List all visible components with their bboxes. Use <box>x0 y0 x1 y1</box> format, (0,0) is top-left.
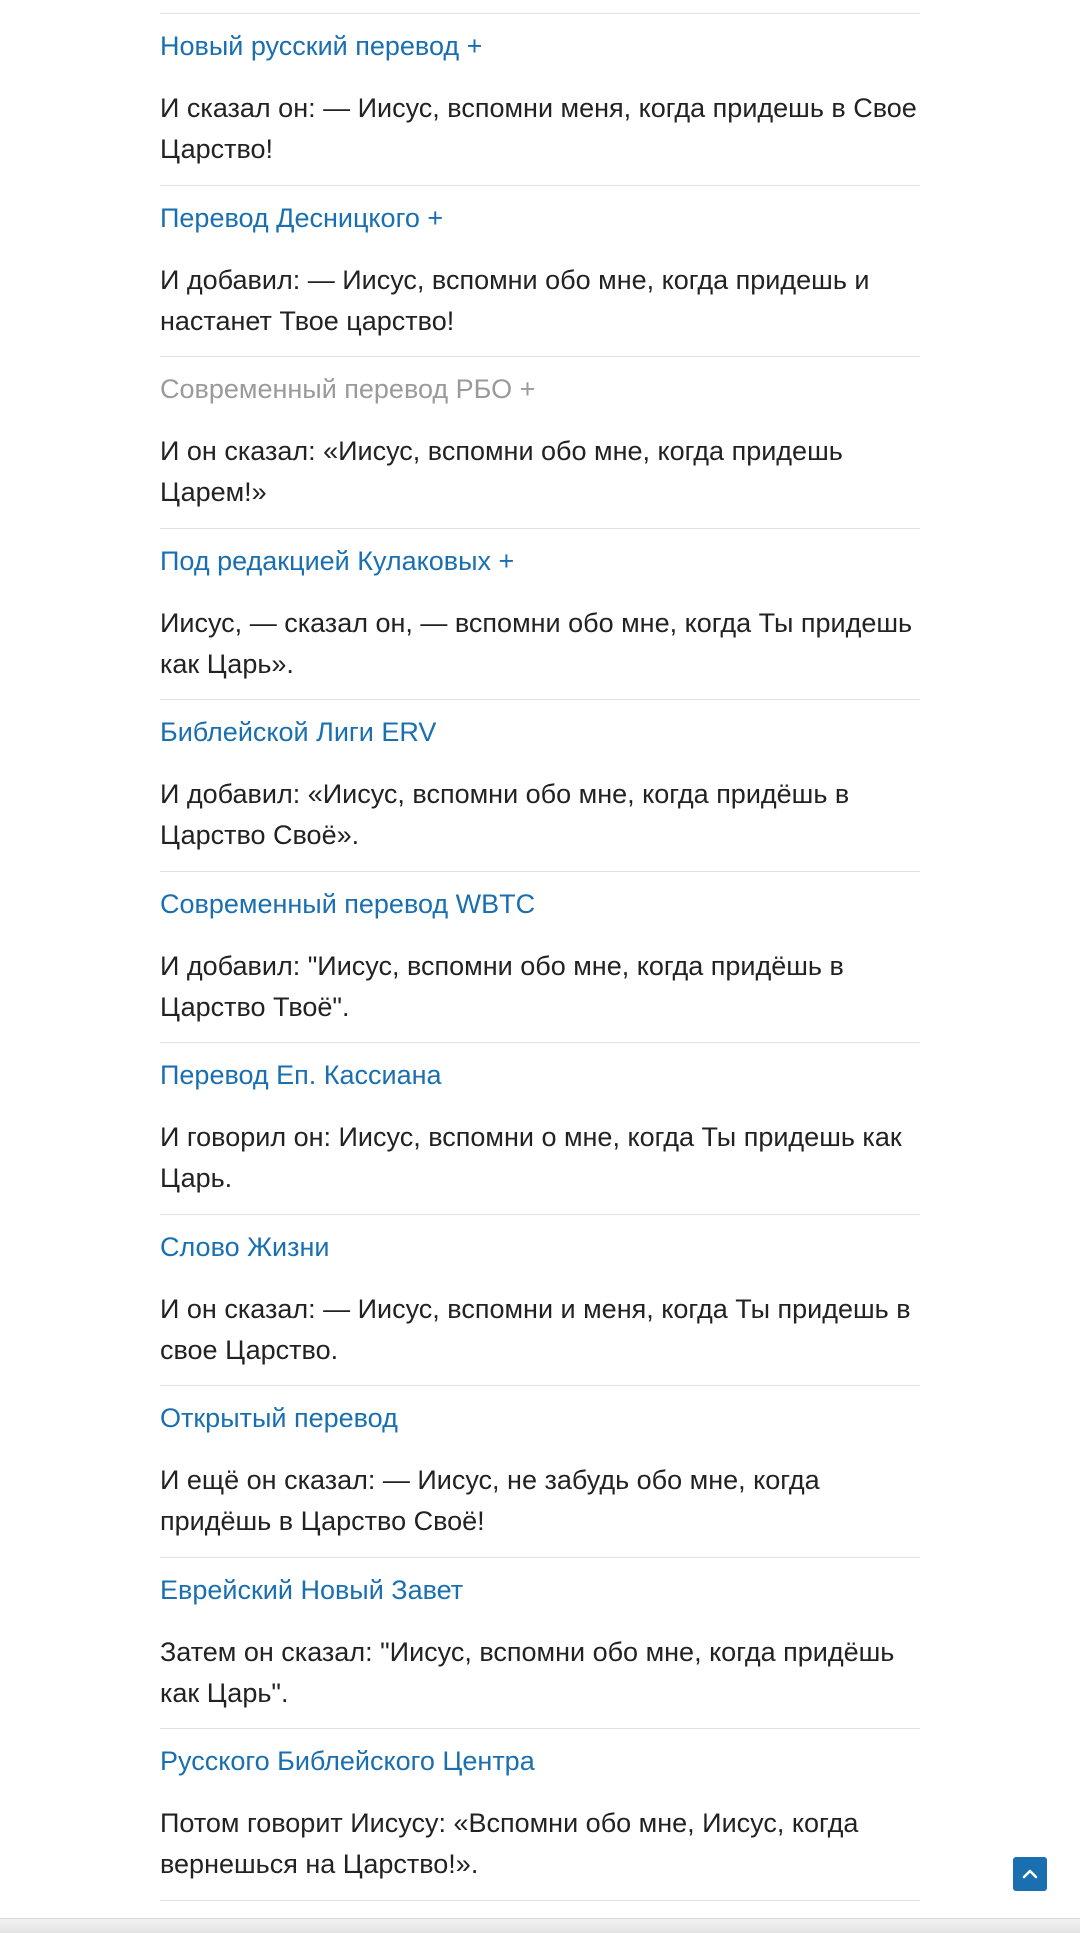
translation-entry <box>160 1386 920 1558</box>
bottom-bar <box>0 1918 1080 1933</box>
verse-text: И ещё он сказал: — Иисус, не забудь обо мне, когда придёшь в Царство Своё! <box>160 1465 820 1536</box>
verse-text: Потом говорит Иисусу: «Вспомни обо мне, Иисус, когда вернешься на Царство!». <box>160 1808 859 1879</box>
verse-text: И он сказал: «Иисус, вспомни обо мне, когда придешь Царем!» <box>160 436 843 507</box>
verse-text: Затем он сказал: "Иисус, вспомни обо мне, когда придёшь как Царь". <box>160 1636 895 1708</box>
translation-title-link[interactable]: Перевод Еп. Кассиана <box>160 1060 442 1090</box>
chevron-up-icon <box>1022 1868 1038 1880</box>
translation-entry <box>160 1729 920 1901</box>
translation-entry <box>160 14 920 186</box>
verse-text: И добавил: — Иисус, вспомни обо мне, когда придешь и настанет Твое царство! <box>160 264 870 336</box>
translation-title-link[interactable]: Библейской Лиги ERV <box>160 717 437 747</box>
translation-entry <box>160 1558 920 1730</box>
translation-list <box>160 14 920 1901</box>
translation-entry <box>160 529 920 701</box>
translation-entry <box>160 872 920 1044</box>
translation-title-link[interactable]: Современный перевод WBTC <box>160 888 536 919</box>
translation-title-link[interactable]: Русского Библейского Центра <box>160 1746 535 1776</box>
verse-text: И добавил: "Иисус, вспомни обо мне, когда придёшь в Царство Твоё". <box>160 950 844 1022</box>
verse-text: И он сказал: — Иисус, вспомни и меня, когда Ты придешь в свое Царство. <box>160 1293 911 1365</box>
translation-entry <box>160 1043 920 1215</box>
translation-entry <box>160 700 920 872</box>
translation-title-link[interactable]: Современный перевод РБО + <box>160 374 536 404</box>
translation-title-link[interactable]: Слово Жизни <box>160 1231 330 1262</box>
translation-entry <box>160 186 920 358</box>
verse-text: И говорил он: Иисус, вспомни о мне, когда Ты придешь как Царь. <box>160 1122 902 1193</box>
verse-text: И сказал он: — Иисус, вспомни меня, когда придешь в Свое Царство! <box>160 93 917 164</box>
translation-title-link[interactable]: Перевод Десницкого + <box>160 202 444 233</box>
translation-title-link[interactable]: Новый русский перевод + <box>160 31 483 61</box>
scroll-to-top-button[interactable] <box>1013 1857 1047 1891</box>
translation-entry <box>160 1215 920 1387</box>
translation-title-link[interactable]: Еврейский Новый Завет <box>160 1574 464 1605</box>
translation-entry <box>160 357 920 529</box>
verse-text: И добавил: «Иисус, вспомни обо мне, когда придёшь в Царство Своё». <box>160 779 850 850</box>
verse-text: Иисус, — сказал он, — вспомни обо мне, когда Ты придешь как Царь». <box>160 607 913 679</box>
translation-title-link[interactable]: Открытый перевод <box>160 1403 398 1433</box>
translation-title-link[interactable]: Под редакцией Кулаковых + <box>160 545 515 576</box>
